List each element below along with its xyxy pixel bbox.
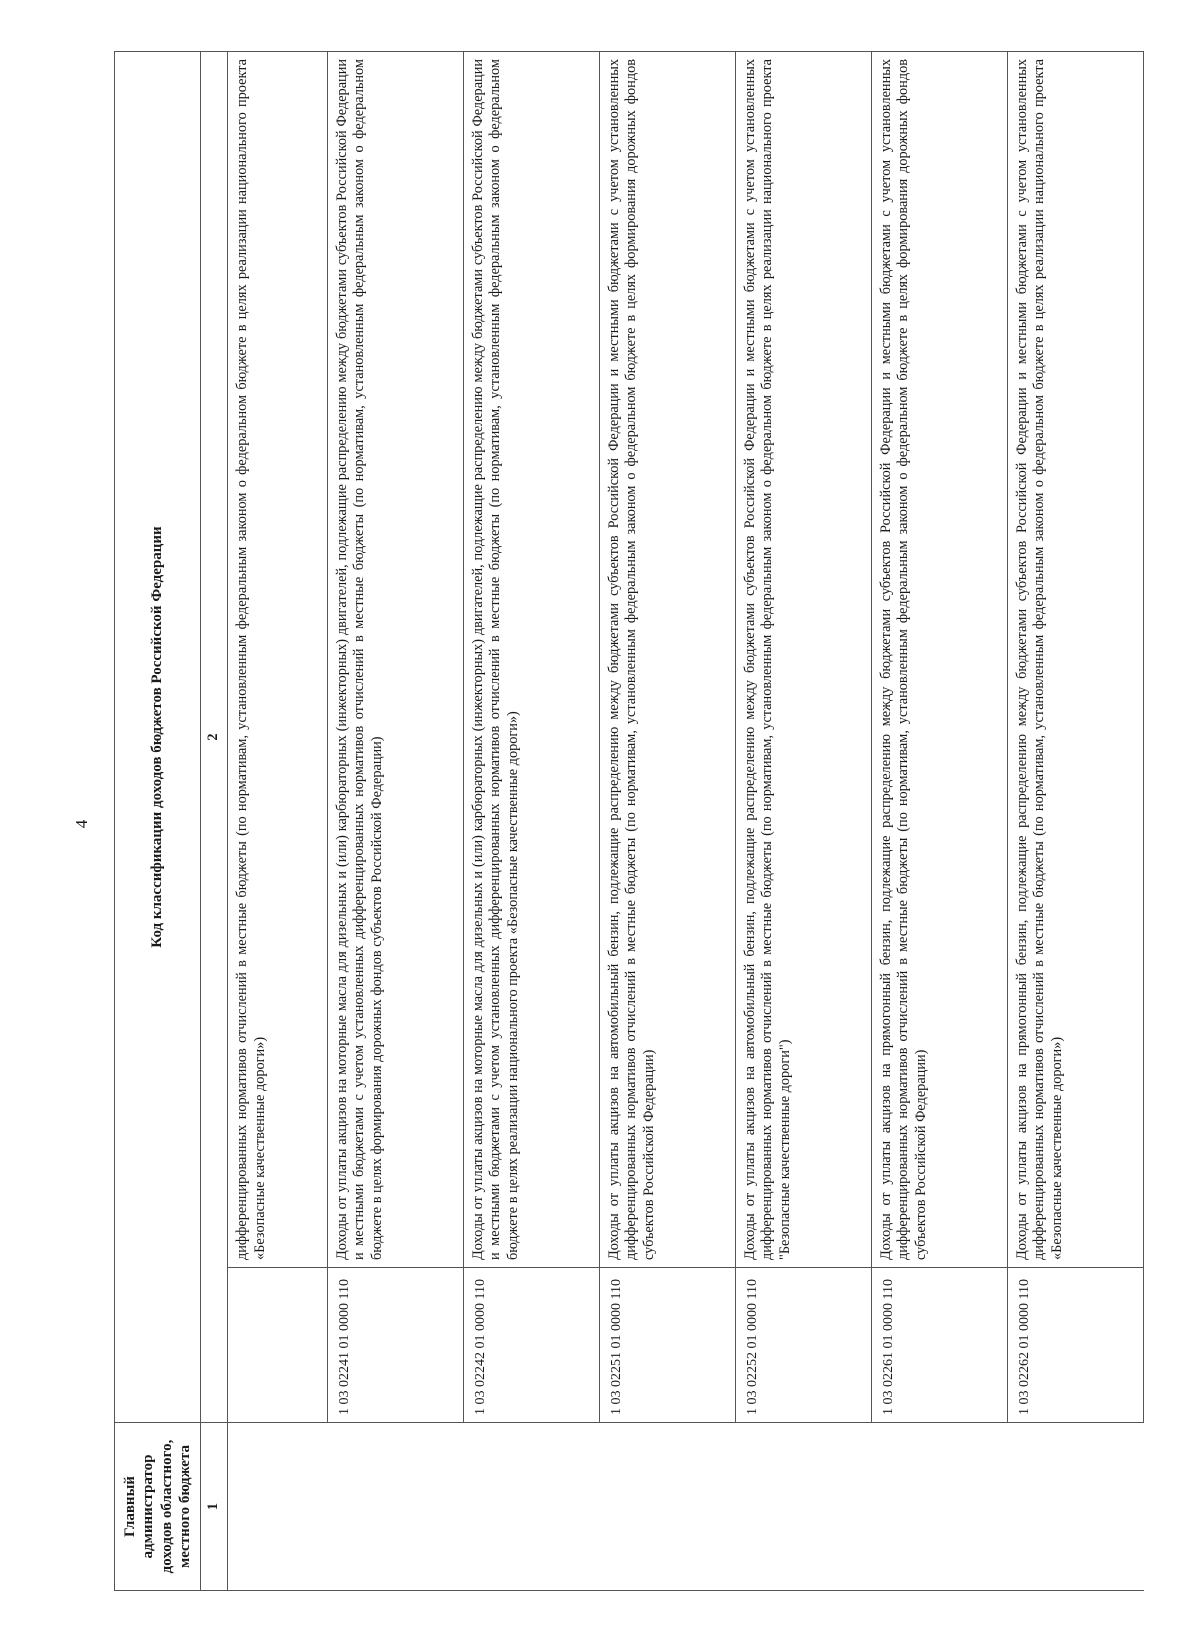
column-number-2: 2: [201, 52, 228, 1423]
revenue-table-container: [114, 51, 1144, 1591]
row-description: Доходы от уплаты акцизов на прямогонный бензин, подлежащие распределению между бюджетами субъектов Российской Федерации и местными бюджетами с учетом установленных дифференцированных нормативов отчислений в местные бюджеты (по нормативам, установленным федеральным законом о федеральном бюджете в целях реализации национального проекта «Безопасные качественные дороги»): [1007, 52, 1143, 1268]
header-code: Код классификации доходов бюджетов Российской Федерации: [115, 52, 201, 1423]
row-description: Доходы от уплаты акцизов на моторные масла для дизельных и (или) карбюраторных (инжекторных) двигателей, подлежащие распределению между бюджетами субъектов Российской Федерации и местными бюджетами с учетом установленных дифференцированных нормативов отчислений в местные бюджеты (по нормативам, установленным федеральным законом о федеральном бюджете в целях реализации национального проекта «Безопасные качественные дороги»): [463, 52, 599, 1268]
column-number-1: 1: [201, 1423, 228, 1591]
row-code: 1 03 02241 01 0000 110: [327, 1268, 463, 1423]
row-code: 1 03 02261 01 0000 110: [871, 1268, 1007, 1423]
row-description: Доходы от уплаты акцизов на моторные масла для дизельных и (или) карбюраторных (инжекторных) двигателей, подлежащие распределению между бюджетами субъектов Российской Федерации и местными бюджетами с учетом установленных дифференцированных нормативов отчислений в местные бюджеты (по нормативам, установленным федеральным законом о федеральном бюджете в целях формирования дорожных фондов субъектов Российской Федерации): [327, 52, 463, 1268]
row-code: 1 03 02242 01 0000 110: [463, 1268, 599, 1423]
table-header-row: [115, 52, 201, 1591]
table-row: [228, 52, 328, 1591]
page-number: 4: [72, 819, 91, 829]
table-row: [599, 52, 735, 1591]
table-row: [871, 52, 1007, 1591]
row-code: 1 03 02252 01 0000 110: [735, 1268, 871, 1423]
column-number-row: [201, 52, 228, 1591]
row-code: 1 03 02251 01 0000 110: [599, 1268, 735, 1423]
admin-cell: [228, 1423, 1144, 1591]
table-row: [735, 52, 871, 1591]
row-description: Доходы от уплаты акцизов на автомобильный бензин, подлежащие распределению между бюджетами субъектов Российской Федерации и местными бюджетами с учетом установленных дифференцированных нормативов отчислений в местные бюджеты (по нормативам, установленным федеральным законом о федеральном бюджете в целях реализации национального проекта "Безопасные качественные дороги"): [735, 52, 871, 1268]
table-row: [1007, 52, 1143, 1591]
row-description: дифференцированных нормативов отчислений в местные бюджеты (по нормативам, установленным федеральным законом о федеральном бюджете в целях реализации национального проекта «Безопасные качественные дороги»): [228, 52, 328, 1268]
row-code: [228, 1268, 328, 1423]
row-description: Доходы от уплаты акцизов на автомобильный бензин, подлежащие распределению между бюджетами субъектов Российской Федерации и местными бюджетами с учетом установленных дифференцированных нормативов отчислений в местные бюджеты (по нормативам, установленным федеральным законом о федеральном бюджете в целях формирования дорожных фондов субъектов Российской Федерации): [599, 52, 735, 1268]
table-row: [327, 52, 463, 1591]
row-description: Доходы от уплаты акцизов на прямогонный бензин, подлежащие распределению между бюджетами субъектов Российской Федерации и местными бюджетами с учетом установленных дифференцированных нормативов отчислений в местные бюджеты (по нормативам, установленным федеральным законом о федеральном бюджете в целях формирования дорожных фондов субъектов Российской Федерации): [871, 52, 1007, 1268]
row-code: 1 03 02262 01 0000 110: [1007, 1268, 1143, 1423]
table-row: [463, 52, 599, 1591]
revenue-classification-table: [114, 51, 1144, 1591]
header-admin: Главный администратор доходов областного, местного бюджета: [115, 1423, 201, 1591]
